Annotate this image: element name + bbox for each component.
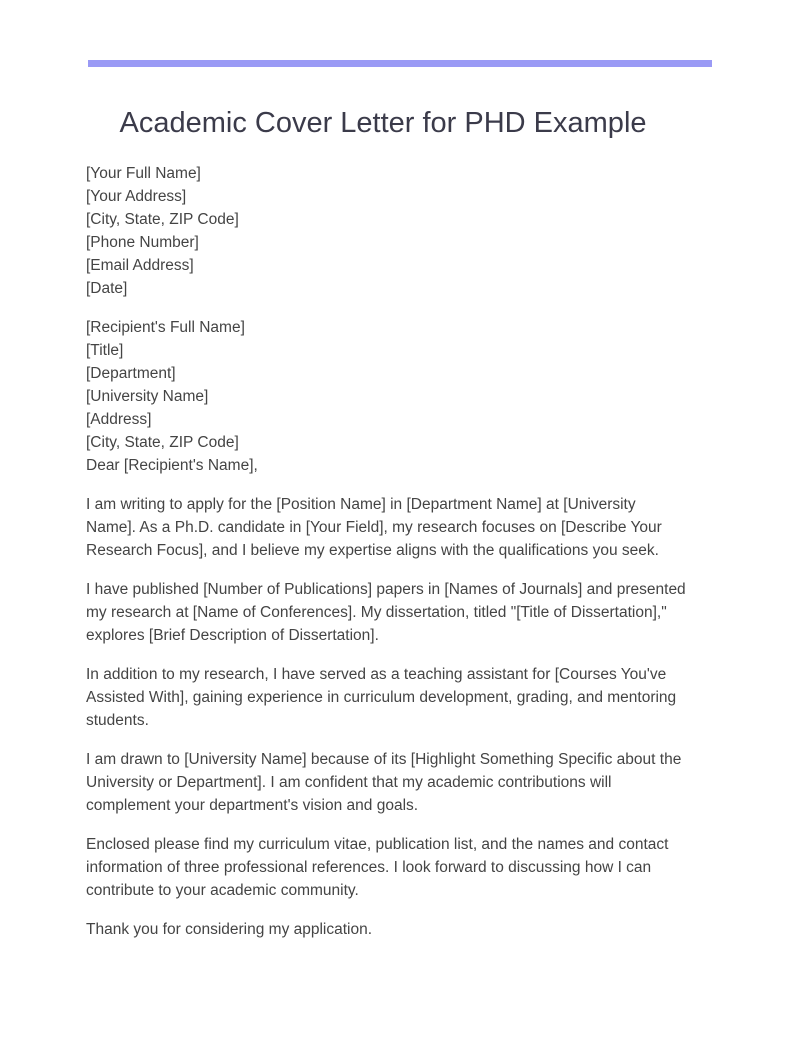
body-paragraph-motivation: I am drawn to [University Name] because of its [Highlight Something Specific about the University or Department]. I am confident that my academic contributions will complement your department's vision and goals.	[86, 751, 682, 814]
letter-body	[86, 162, 686, 957]
recipient-department: [Department]	[86, 365, 176, 382]
closing-line: Thank you for considering my application.	[86, 921, 373, 938]
sender-phone: [Phone Number]	[86, 234, 199, 251]
recipient-city-state-zip: [City, State, ZIP Code]	[86, 434, 239, 451]
letter-date: [Date]	[86, 280, 128, 297]
sender-address: [Your Address]	[86, 188, 187, 205]
body-paragraph-enclosures: Enclosed please find my curriculum vitae, publication list, and the names and contact information of three professional references. I look forward to discussing how I can contribute to your academic community.	[86, 836, 669, 899]
body-paragraph-teaching: In addition to my research, I have served as a teaching assistant for [Courses You've Assisted With], gaining experience in curriculum development, grading, and mentoring students.	[86, 666, 677, 729]
sender-full-name: [Your Full Name]	[86, 165, 201, 182]
sender-city-state-zip: [City, State, ZIP Code]	[86, 211, 239, 228]
recipient-address-block	[86, 316, 686, 477]
salutation: Dear [Recipient's Name],	[86, 457, 258, 474]
header-accent-bar	[88, 60, 712, 67]
recipient-full-name: [Recipient's Full Name]	[86, 319, 245, 336]
sender-email: [Email Address]	[86, 257, 194, 274]
sender-address-block	[86, 162, 686, 300]
recipient-address: [Address]	[86, 411, 152, 428]
recipient-university: [University Name]	[86, 388, 209, 405]
body-paragraph-intro: I am writing to apply for the [Position Name] in [Department Name] at [University Name]. As a Ph.D. candidate in [Your Field], my research focuses on [Describe Your Research Focus], and I believe my expertise aligns with the qualifications you seek.	[86, 496, 662, 559]
body-paragraph-publications: I have published [Number of Publications] papers in [Names of Journals] and presented my research at [Name of Conferences]. My dissertation, titled "[Title of Dissertation]," explores [Brief Description of Dissertation].	[86, 581, 686, 644]
page-title: Academic Cover Letter for PHD Example	[119, 107, 647, 139]
recipient-title: [Title]	[86, 342, 124, 359]
